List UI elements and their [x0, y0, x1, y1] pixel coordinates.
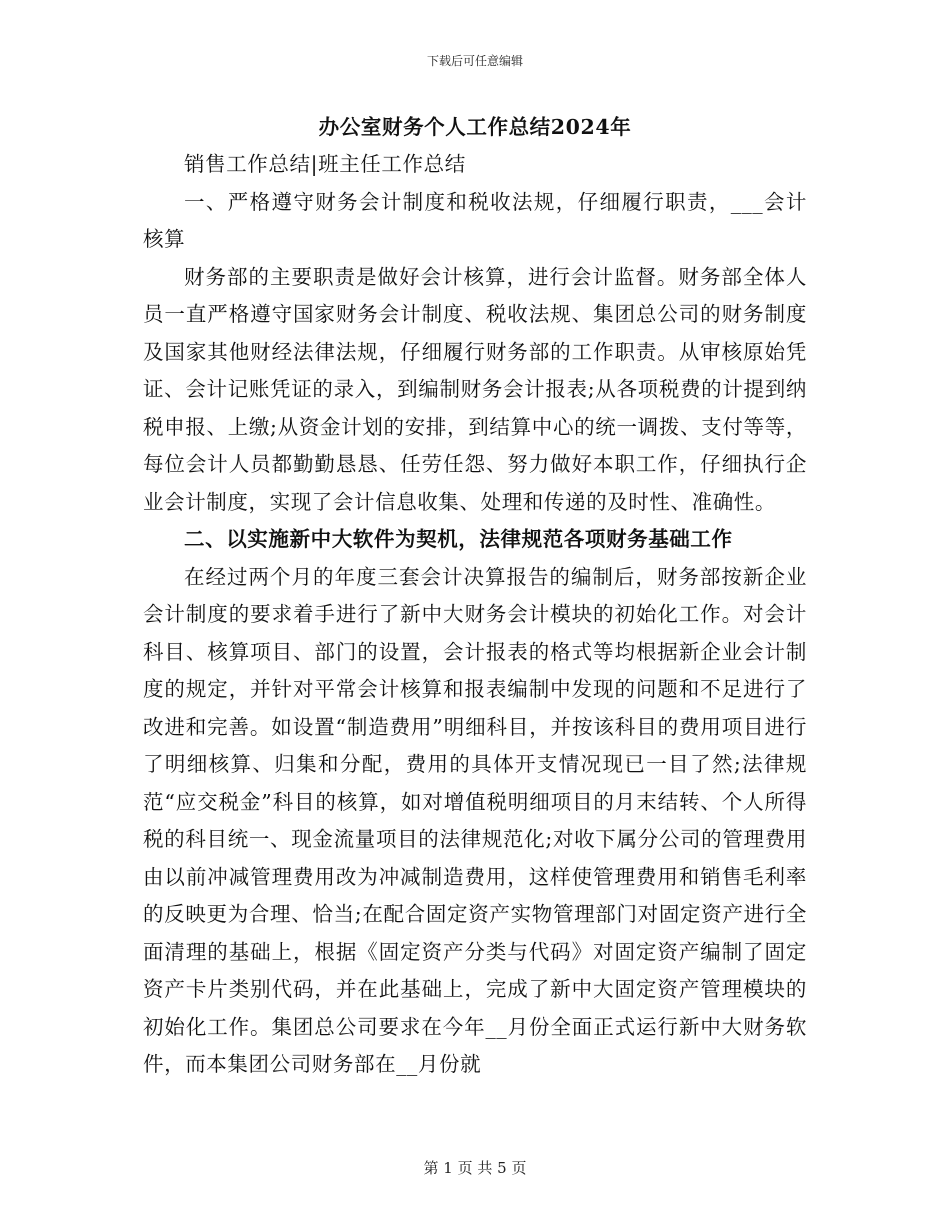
section-1-paragraph: 财务部的主要职责是做好会计核算，进行会计监督。财务部全体人员一直严格遵守国家财务会计制度、税收法规、集团总公司的财务制度及国家其他财经法律法规，仔细履行财务部的工作职责。从审核原始凭证、会计记账凭证的录入，到编制财务会计报表;从各项税费的计提到纳税申报、上缴;从资金计划的安排，到结算中心的统一调拨、支付等等，每位会计人员都勤勤恳恳、任劳任怨、努力做好本职工作，仔细执行企业会计制度，实现了会计信息收集、处理和传递的及时性、准确性。	[143, 264, 807, 514]
subtitle-line: 销售工作总结|班主任工作总结	[184, 152, 466, 176]
document-title: 办公室财务个人工作总结2024年	[318, 115, 632, 139]
page-number: 第 1 页 共 5 页	[423, 1159, 527, 1177]
section-2-heading: 二、以实施新中大软件为契机，法律规范各项财务基础工作	[184, 527, 733, 551]
page-header-note: 下载后可任意编辑	[426, 54, 523, 68]
document-body	[143, 112, 807, 1084]
section-1-heading: 一、严格遵守财务会计制度和税收法规，仔细履行职责，___会计核算	[143, 189, 807, 251]
section-2-paragraph: 在经过两个月的年度三套会计决算报告的编制后，财务部按新企业会计制度的要求着手进行了新中大财务会计模块的初始化工作。对会计科目、核算项目、部门的设置，会计报表的格式等均根据新企业会计制度的规定，并针对平常会计核算和报表编制中发现的问题和不足进行了改进和完善。如设置“制造费用”明细科目，并按该科目的费用项目进行了明细核算、归集和分配，费用的具体开支情况现已一目了然;法律规范“应交税金”科目的核算，如对增值税明细项目的月末结转、个人所得税的科目统一、现金流量项目的法律规范化;对收下属分公司的管理费用由以前冲减管理费用改为冲减制造费用，这样使管理费用和销售毛利率的反映更为合理、恰当;在配合固定资产实物管理部门对固定资产进行全面清理的基础上，根据《固定资产分类与代码》对固定资产编制了固定资产卡片类别代码，并在此基础上，完成了新中大固定资产管理模块的初始化工作。集团总公司要求在今年__月份全面正式运行新中大财务软件，而本集团公司财务部在__月份就	[143, 564, 807, 1076]
